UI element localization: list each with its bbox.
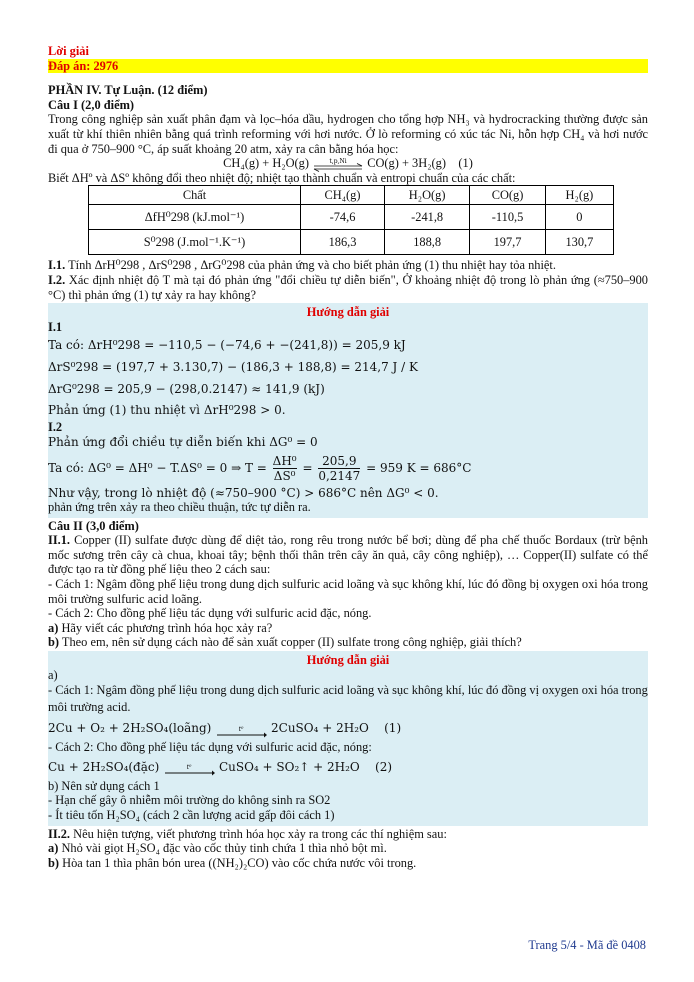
- reaction-right: CO(g) + 3H₂(g): [367, 156, 446, 171]
- guide-i1-line4: Phản ứng (1) thu nhiệt vì ΔrH⁰298 > 0.: [48, 403, 286, 418]
- answer-label: Đáp án: 2976: [48, 59, 648, 74]
- page-footer: Trang 5/4 - Mã đề 0408: [528, 938, 646, 952]
- table-cell: 197,7: [470, 230, 546, 255]
- reaction-number: (1): [458, 156, 473, 171]
- guide2-eq2: Cu + 2H₂SO₄(đặc) t⁰ CuSO₄ + SO₂↑ + 2H₂O (2): [48, 759, 393, 774]
- table-cell: 130,7: [545, 230, 613, 255]
- equilibrium-arrow-icon: [312, 158, 364, 170]
- guide-title: Hướng dẫn giải: [306, 305, 390, 320]
- guide-i2-line4: phản ứng trên xảy ra theo chiều thuận, tức tự diễn ra.: [48, 500, 311, 515]
- q1-intro: Trong công nghiệp sản xuất phân đạm và lọc–hóa dầu, hydrogen cho tổng hợp NH₃ và hydrocracking thường được sản xuất từ khí thiên nhiên bằng quá trình reforming với hơi nước. Ở lò reforming có xúc tác Ni, hỗn hợp CH₄ và hơi nước đi qua ở 750–900 °C, áp suất khoảng 20 atm, xảy ra cân bằng hóa học:: [48, 112, 648, 156]
- table-intro: Biết ΔHº và ΔSº không đổi theo nhiệt độ; nhiệt tạo thành chuẩn và entropi chuẩn của các chất:: [48, 170, 516, 185]
- guide2-method1: - Cách 1: Ngâm đồng phế liệu trong dung dịch sulfuric acid loãng và sục không khí, lúc đó đồng vị oxygen oxi hóa trong môi trường acid.: [48, 683, 648, 715]
- thermo-table: [88, 185, 614, 255]
- table-row: [89, 230, 614, 255]
- guide2-b3: - Ít tiêu tốn H₂SO₄ (cách 2 cần lượng acid gấp đôi cách 1): [48, 808, 335, 822]
- ii2-question: II.2. Nêu hiện tượng, viết phương trình hóa học xảy ra trong các thí nghiệm sau:: [48, 826, 447, 841]
- guide2-b2: - Hạn chế gây ô nhiễm môi trường do không sinh ra SO2: [48, 793, 331, 808]
- fraction: $\frac{\text{ΔH⁰}}{\text{ΔS⁰}}$: [272, 453, 297, 483]
- table-cell: 186,3: [301, 230, 385, 255]
- guide2-method2: - Cách 2: Cho đồng phế liệu tác dụng với sulfuric acid đặc, nóng:: [48, 740, 372, 755]
- ii1-question: II.1. Copper (II) sulfate được dùng để diệt tảo, rong rêu trong nước bể bơi; dùng để pha chế thuốc Bordaux (trừ bệnh mốc sương trên cây cà chua, khoai tây; bệnh thối thân trên cây ăn quả, cây công nghiệp), … Copper(II) sulfate có thể được tạo ra từ đồng phế liệu theo 2 cách sau:: [48, 533, 648, 577]
- guide-i1-head: I.1: [48, 319, 63, 334]
- svg-text:t⁰: t⁰: [186, 764, 192, 772]
- part4-title: PHẦN IV. Tự Luận. (12 điểm): [48, 83, 208, 98]
- table-header: CO(g): [470, 186, 546, 205]
- table-header: CH₄(g): [301, 186, 385, 205]
- guide2-b1: b) Nên sử dụng cách 1: [48, 778, 160, 793]
- table-cell: -110,5: [470, 205, 546, 230]
- guide2-a: a): [48, 667, 58, 682]
- i2-question: I.2. Xác định nhiệt độ T mà tại đó phản ứng "đổi chiều tự diễn biến", Ở khoảng nhiệt độ trong lò phản ứng (≈750–900 °C) thì phản ứng (1) tự xảy ra hay không?: [48, 272, 648, 302]
- guide-title: Hướng dẫn giải: [306, 653, 390, 668]
- guide-box-2: [48, 651, 648, 826]
- q2-title: Câu II (3,0 điểm): [48, 518, 139, 533]
- solution-label: Lời giải: [48, 44, 89, 58]
- table-cell: -241,8: [384, 205, 469, 230]
- ii1-method2: - Cách 2: Cho đồng phế liệu tác dụng với sulfuric acid đặc, nóng.: [48, 606, 372, 621]
- ii1-method1: - Cách 1: Ngâm đồng phế liệu trong dung dịch sulfuric acid loãng và sục không khí, lúc đó đồng bị oxygen oxi hóa trong môi trường sulfuric acid loãng.: [48, 577, 648, 606]
- guide-i2-head: I.2: [48, 420, 63, 435]
- ii2-b: b) Hòa tan 1 thìa phân bón urea ((NH₂)₂CO) vào cốc chứa nước vôi trong.: [48, 855, 417, 870]
- i1-question: I.1. Tính ΔrH⁰298 , ΔrS⁰298 , ΔrG⁰298 của phản ứng và cho biết phản ứng (1) thu nhiệt hay tỏa nhiệt.: [48, 258, 556, 273]
- table-header: Chất: [89, 186, 301, 205]
- table-header: H₂O(g): [384, 186, 469, 205]
- ii1-b: b) Theo em, nên sử dụng cách nào để sản xuất copper (II) sulfate trong công nghiệp, giải thích?: [48, 635, 522, 650]
- table-cell: -74,6: [301, 205, 385, 230]
- guide-i2-line2: Ta có: ΔG⁰ = ΔH⁰ − T.ΔS⁰ = 0 ⇒ T = $\frac{\text{ΔH⁰}}{\text{ΔS⁰}}$ = $\frac{205,9}{0,2147}$ = 959 K = 686°C: [48, 453, 472, 483]
- row-label: S⁰298 (J.mol⁻¹.K⁻¹): [89, 230, 301, 255]
- guide-i2-line1: Phản ứng đổi chiều tự diễn biến khi ΔG⁰ = 0: [48, 434, 318, 449]
- guide-i1-line3: ΔrG⁰298 = 205,9 − (298,0.2147) ≈ 141,9 (kJ): [48, 382, 325, 397]
- guide2-eq1: 2Cu + O₂ + 2H₂SO₄(loãng) t⁰ 2CuSO₄ + 2H₂O (1): [48, 721, 402, 736]
- guide-i1-line2: ΔrS⁰298 = (197,7 + 3.130,7) − (186,3 + 188,8) = 214,7 J / K: [48, 360, 418, 375]
- guide-i1-line1: Ta có: ΔrH⁰298 = −110,5 − (−74,6 + −(241,8)) = 205,9 kJ: [48, 338, 406, 353]
- table-cell: 188,8: [384, 230, 469, 255]
- ii1-a: a) Hãy viết các phương trình hóa học xảy ra?: [48, 620, 273, 635]
- reaction-left: CH₄(g) + H₂O(g): [223, 156, 309, 171]
- row-label: ΔfH⁰298 (kJ.mol⁻¹): [89, 205, 301, 230]
- table-row: [89, 205, 614, 230]
- q1-title: Câu I (2,0 điểm): [48, 97, 135, 112]
- reaction-1: [48, 156, 648, 171]
- ii2-a: a) Nhỏ vài giọt H₂SO₄ đặc vào cốc thủy tinh chứa 1 thìa nhỏ bột mì.: [48, 841, 387, 856]
- svg-text:t⁰: t⁰: [238, 725, 244, 733]
- reaction-condition: t,p,Ni: [329, 158, 347, 166]
- arrow-icon: [215, 723, 267, 735]
- table-header: H₂(g): [545, 186, 613, 205]
- arrow-icon: [163, 761, 215, 773]
- guide-box-1: [48, 303, 648, 518]
- page-content: [48, 44, 648, 870]
- guide-i2-line3: Như vậy, trong lò nhiệt độ (≈750–900 °C) > 686°C nên ΔG⁰ < 0.: [48, 485, 439, 500]
- fraction: $\frac{205,9}{0,2147}$: [318, 453, 361, 483]
- table-header-row: [89, 186, 614, 205]
- table-cell: 0: [545, 205, 613, 230]
